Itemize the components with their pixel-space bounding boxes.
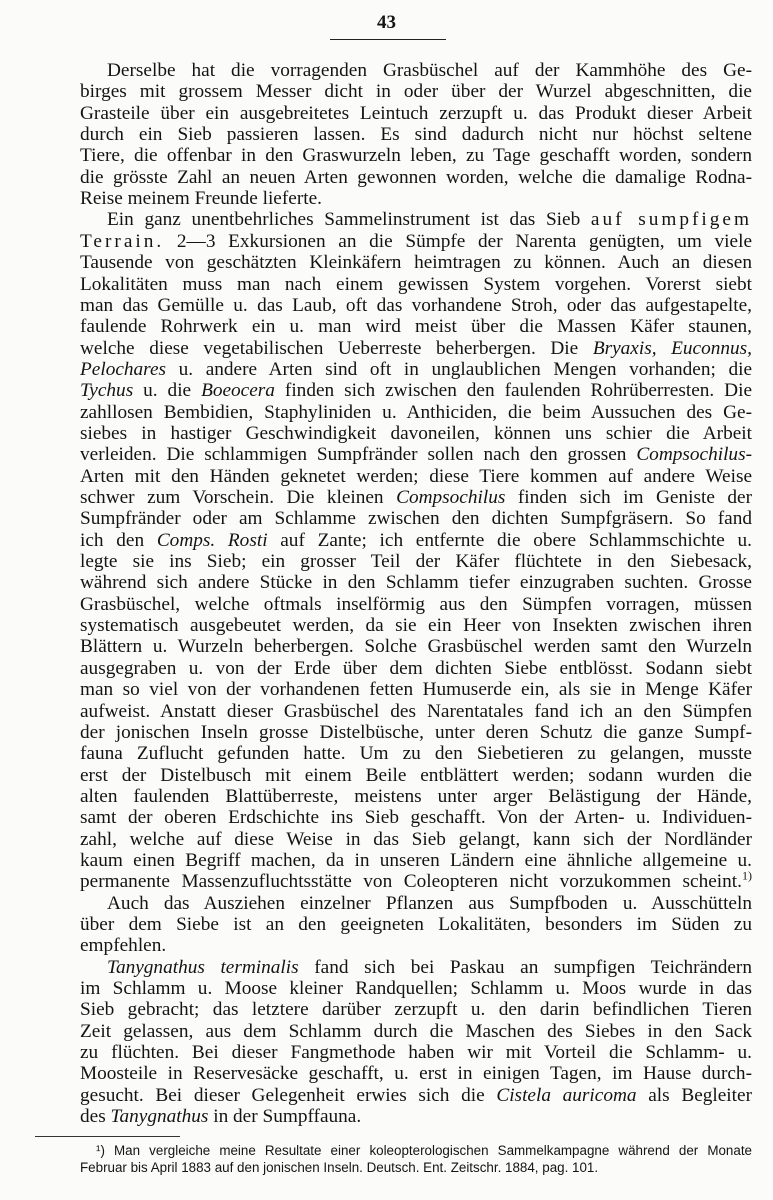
text-line: samt der oberen Erdschichte ins Sieb geschafft. Von der Arten- u. Individuen- bbox=[80, 807, 752, 829]
text-line: zahllosen Bembidien, Staphyliniden u. Anthiciden, die beim Aussuchen des Ge- bbox=[80, 401, 752, 423]
text-segment: u. andere Arten sind oft in unglaublichen Mengen vorhanden; die bbox=[166, 358, 752, 380]
text-line: der jonischen Inseln grosse Distelbüsche, unter deren Schutz die ganze Sumpf- bbox=[80, 721, 752, 743]
text-segment: schwer zum Vorschein. Die kleinen bbox=[80, 487, 397, 508]
taxon-name: Tanygnathus terminalis bbox=[107, 956, 299, 978]
text-line: Derselbe hat die vorragenden Grasbüschel auf der Kammhöhe des Ge- bbox=[107, 60, 752, 81]
text-line: Zeit gelassen, aus dem Schlamm durch die Maschen des Siebes in den Sack bbox=[80, 1020, 752, 1042]
text-line: systematisch ausgebeutet werden, da sie ein Heer von Insekten zwischen ihren bbox=[80, 615, 752, 637]
text-line bbox=[80, 359, 752, 381]
footnote-line: ¹) Man vergleiche meine Resultate einer koleopterologischen Sammelkampagne während der Monate bbox=[96, 1143, 752, 1159]
text-segment: gesucht. Bei dieser Gelegenheit erwies sich die bbox=[80, 1084, 497, 1106]
text-line: über dem Siebe ist an den geeigneten Lokalitäten, besonders im Süden zu bbox=[80, 914, 752, 935]
text-line: Grasteile über ein ausgebreitetes Leintuch zerzupft u. das Produkt dieser Arbeit bbox=[80, 102, 752, 124]
text-line bbox=[80, 1106, 752, 1128]
text-line: kaum einen Begriff machen, da in unseren Ländern eine ähnliche allgemeine u. bbox=[80, 849, 752, 871]
text-line: Lokalitäten muss man nach einem gewissen System vorgehen. Vorerst siebt bbox=[80, 273, 752, 295]
text-segment: permanente Massenzufluchtsstätte von Coleopteren nicht vorzukommen scheint. bbox=[80, 871, 742, 893]
text-line: Grasbüschel, welche oftmals inselförmig aus den Sümpfen vorragen, müssen bbox=[80, 593, 752, 615]
taxon-name: Compsochilus- bbox=[636, 444, 752, 466]
footnote-line: Februar bis April 1883 auf den jonischen Inseln. Deutsch. Ent. Zeitschr. 1884, pag. 101. bbox=[80, 1160, 599, 1176]
text-segment: verleiden. Die schlammigen Sumpfränder sollen nach den grossen bbox=[80, 444, 637, 466]
text-line: erst der Distelbusch mit einem Beile entblättert werden; sodann wurden die bbox=[80, 764, 752, 786]
taxon-name: Bryaxis, Euconnus, bbox=[592, 337, 752, 359]
emphasis-text: auf sumpfigem bbox=[590, 209, 752, 231]
text-line: Tiere, die offenbar in den Graswurzeln leben, zu Tage geschafft worden, sondern bbox=[80, 145, 752, 167]
text-line: man das Gemülle u. das Laub, oft das vorhandene Stroh, oder das aufgestapelte, bbox=[80, 294, 752, 316]
text-line bbox=[80, 380, 752, 402]
text-segment: auf Zante; ich entfernte die obere Schlammschichte u. bbox=[267, 529, 752, 551]
text-line: alten faulenden Blattüberreste, meistens unter arger Belästigung der Hände, bbox=[80, 785, 752, 807]
text-line: Auch das Ausziehen einzelner Pflanzen aus Sumpfboden u. Ausschütteln bbox=[107, 892, 752, 914]
taxon-name: Compsochilus bbox=[396, 487, 506, 508]
text-line bbox=[80, 868, 752, 893]
text-line: birges mit grossem Messer dicht in oder über der Wurzel abgeschnitten, die bbox=[80, 81, 752, 103]
text-line: ausgegraben u. von der Erde über dem dichten Siebe entblösst. Sodann siebt bbox=[80, 657, 752, 679]
text-line bbox=[80, 338, 752, 360]
text-line bbox=[80, 1085, 752, 1107]
text-segment: fand sich bei Paskau an sumpfigen Teichrändern bbox=[298, 956, 752, 978]
text-line: im Schlamm u. Moose kleiner Randquellen; Schlamm u. Moos wurde in das bbox=[80, 978, 752, 1000]
taxon-name: Comps. Rosti bbox=[156, 529, 268, 551]
text-line: durch ein Sieb passieren lassen. Es sind dadurch nicht nur höchst seltene bbox=[80, 124, 752, 146]
text-line: während sich andere Stücke in den Schlamm tiefer einzugraben suchten. Grosse bbox=[80, 572, 752, 594]
text-line: Arten mit den Händen geknetet werden; diese Tiere kommen auf andere Weise bbox=[80, 465, 752, 487]
text-segment: des bbox=[80, 1106, 111, 1128]
taxon-name: Boeocera bbox=[201, 380, 275, 402]
text-segment: u. die bbox=[133, 380, 202, 402]
text-line: Tausende von geschätzten Kleinkäfern heimtragen zu können. Auch an diesen bbox=[80, 252, 752, 274]
text-line: Reise meinem Freunde lieferte. bbox=[80, 188, 322, 210]
text-segment: welche diese vegetabilischen Ueberreste beherbergen. Die bbox=[80, 337, 593, 359]
taxon-name: Pelochares bbox=[80, 358, 167, 380]
text-line: man so viel von der vorhandenen fetten Humuserde ein, als sie in Menge Käfer bbox=[80, 679, 752, 701]
text-line bbox=[80, 487, 752, 509]
text-line: Sieb gebracht; das letztere darüber zerzupft u. den darin befindlichen Tieren bbox=[80, 999, 752, 1021]
text-line: legte sie ins Sieb; ein grosser Teil der Käfer flüchtete in den Siebesack, bbox=[80, 551, 752, 573]
text-segment: in der Sumpffauna. bbox=[208, 1106, 362, 1128]
text-segment: Ein ganz unentbehrliches Sammelinstrument ist das Sieb bbox=[107, 209, 591, 231]
text-segment: finden sich im Geniste der bbox=[505, 487, 752, 508]
text-line: Moosteile in Reservesäcke geschafft, u. erst in einigen Tagen, im Hause durch- bbox=[80, 1063, 752, 1085]
header-rule bbox=[330, 39, 446, 40]
page-number: 43 bbox=[377, 12, 396, 33]
footnote-rule bbox=[35, 1136, 180, 1137]
text-line: Sumpfränder oder am Schlamme zwischen den dichten Sumpfgräsern. So fand bbox=[80, 508, 752, 530]
text-segment: finden sich zwischen den faulenden Rohrüberresten. Die bbox=[274, 380, 752, 402]
taxon-name: Tanygnathus bbox=[110, 1106, 209, 1128]
taxon-name: Tychus bbox=[80, 380, 134, 402]
footnote-reference[interactable]: 1) bbox=[742, 868, 752, 883]
text-line: siebes in hastiger Geschwindigkeit davoneilen, können uns schier die Arbeit bbox=[80, 422, 752, 444]
taxon-name: Cistela auricoma bbox=[496, 1084, 637, 1106]
text-line: zahl, welche auf diese Weise in das Sieb gelangt, kann sich der Nordländer bbox=[80, 828, 752, 850]
text-line bbox=[80, 530, 752, 552]
text-line: Blättern u. Wurzeln beherbergen. Solche Grasbüschel werden samt den Wurzeln bbox=[80, 636, 752, 658]
text-segment: als Begleiter bbox=[636, 1084, 752, 1106]
text-line: die grösste Zahl an neuen Arten gewonnen worden, welche die damalige Rodna- bbox=[80, 166, 752, 188]
text-line bbox=[107, 209, 752, 231]
emphasis-text: Terrain. bbox=[80, 230, 165, 252]
text-line: zu flüchten. Bei dieser Fangmethode haben wir mit Vorteil die Schlamm- u. bbox=[80, 1042, 752, 1064]
text-segment: ich den bbox=[80, 529, 157, 551]
text-line bbox=[80, 444, 752, 466]
text-line bbox=[107, 957, 752, 979]
text-line: faulende Rohrwerk ein u. man wird meist über die Massen Käfer staunen, bbox=[80, 316, 752, 338]
text-segment: 2—3 Exkursionen an die Sümpfe der Narenta genügten, um viele bbox=[164, 230, 752, 252]
text-line bbox=[80, 231, 752, 253]
text-line: aufweist. Anstatt dieser Grasbüschel des Narentatales fand ich an den Sümpfen bbox=[80, 700, 752, 722]
text-line: empfehlen. bbox=[80, 935, 167, 957]
text-line: fauna Zuflucht gefunden hatte. Um zu den Siebetieren zu gelangen, musste bbox=[80, 743, 752, 765]
